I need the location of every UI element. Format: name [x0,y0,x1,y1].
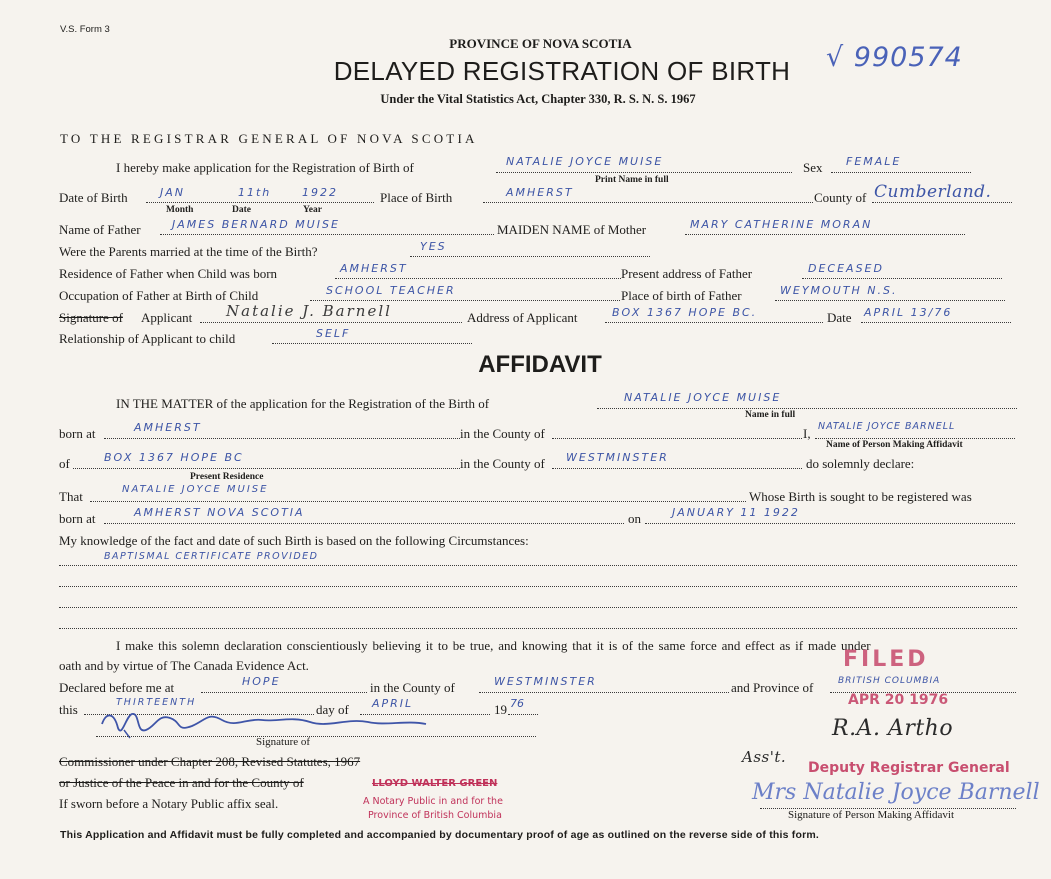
year-field: 76 [510,697,524,710]
solemn-declaration-line1: I make this solemn declaration conscientiously believing it to be true, and knowing that it is of the same force and effect as if made under [116,638,871,653]
application-intro: I hereby make application for the Registration of Birth of [116,160,414,175]
mother-name-field: MARY CATHERINE MORAN [690,218,873,231]
deputy-registrar-stamp: Deputy Registrar General [808,760,1010,776]
declared-at-field: HOPE [242,675,281,688]
month-field: APRIL [372,697,414,710]
father-residence-field: AMHERST [340,262,408,275]
commissioner-signature [96,704,436,740]
county-field: Cumberland. [874,182,992,202]
deponent-field: NATALIE JOYCE BARNELL [818,421,956,432]
child-name-field: NATALIE JOYCE MUISE [506,155,664,168]
father-address-field: DECEASED [808,262,884,275]
notary-stamp-line1: A Notary Public in and for the [363,796,503,807]
asst-mark: Ass't. [742,748,787,766]
application-date-field: APRIL 13/76 [864,306,953,319]
dob-year-field: 1922 [302,186,338,199]
notary-name-stamp: LLOYD WALTER GREEN [372,778,498,789]
deponent-county-field: WESTMINSTER [566,451,669,464]
notary-stamp-line2: Province of British Columbia [368,810,502,821]
birth-registration-form: V.S. Form 3 PROVINCE OF NOVA SCOTIA DELAYED REGISTRATION OF BIRTH Under the Vital Statistics Act, Chapter 330, R. S. N. S. 1967 √ 990574 TO THE REGISTRAR GENERAL OF NOVA SCOTIA I hereby make application for the Registration of Birth of NATALIE JOYCE MUISE Print Name in full Sex FEMALE Date of Birth JAN 11th 1922 Month Date Year Place of Birth AMHERST County of Cumberland. Name of Father JAMES BERNARD MUISE MAIDEN NAME of Mother MARY CATHERINE MORAN Were the Parents married at the time of the Birth? YES Residence of Father when Child was born AMHERST Present address of Father DECEASED Occupation of Father at Birth of Child SCHOOL TEACHER Place of birth of Father WEYMOUTH N.S. Signature of Applicant Natalie J. Barnell Address of Applicant BOX 1367 HOPE BC. Date APRIL 13/76 Relationship of Applicant to child SELF AFFIDAVIT IN THE MATTER of the application for the Registration of the Birth of NATALIE JOYCE MUISE Name in full born at AMHERST in the County of I, NATALIE JOYCE BARNELL Name of Person Making Affidavit of BOX 1367 HOPE BC Present Residence in the County of WESTMINSTER do solemnly declare: That NATALIE JOYCE MUISE Whose Birth is sought to be registered was born at AMHERST NOVA SCOTIA on JANUARY 11 1922 My knowledge of the fact and date of such Birth is based on the following Circumstances: BAPTISMAL CERTIFICATE PROVIDED I make this solemn declaration conscientiously believing it to be true, and knowing that it is of the same force and effect as if made under oath and by virtue of The Canada Evidence Act. FILED Declared before me at HOPE in the County of WESTMINSTER and Province of BRITISH COLUMBIA this THIRTEENTH day of APRIL 19 76 APR 20 1976 Signature of R.A. Artho Ass't. Deputy Registrar General Commissioner under Chapter 208, Revised Statutes, 1967 or Justice of the Peace in and for the County of LLOYD WALTER GREEN If sworn before a Notary Public affix seal. A Notary Public in and for the Province of British Columbia Mrs Natalie Joyce Barnell Signature of Person Making Affidavit This Application and Affidavit must be fully completed and accompanied by documentary proof of age as outlined on the reverse side of this form. [0,0,1051,879]
deponent-signature: Mrs Natalie Joyce Barnell [752,780,1040,805]
born-at-place-field: AMHERST NOVA SCOTIA [134,506,305,519]
circumstances-field: BAPTISMAL CERTIFICATE PROVIDED [104,551,319,562]
filed-date-stamp: APR 20 1976 [848,692,949,708]
form-number: V.S. Form 3 [60,24,110,35]
form-subtitle: Under the Vital Statistics Act, Chapter 330, R. S. N. S. 1967 [380,92,696,106]
commissioner-line: Commissioner under Chapter 208, Revised Statutes, 1967 [59,754,361,769]
registration-number: √ 990574 [826,42,963,73]
affidavit-heading: AFFIDAVIT [478,351,602,378]
day-field: THIRTEENTH [116,697,197,708]
relationship-field: SELF [316,327,351,340]
father-birthplace-field: WEYMOUTH N.S. [780,284,898,297]
deponent-residence-field: BOX 1367 HOPE BC [104,451,244,464]
married-field: YES [420,240,447,253]
dob-date-field: 11th [238,186,272,199]
deputy-signature: R.A. Artho [832,716,954,741]
filed-stamp: FILED [843,647,929,672]
born-on-field: JANUARY 11 1922 [672,506,800,519]
footer-note: This Application and Affidavit must be fully completed and accompanied by documentary proof of age as outlined on the reverse side of this form. [60,829,820,841]
province-heading: PROVINCE OF NOVA SCOTIA [449,36,632,51]
affidavit-name-field: NATALIE JOYCE MUISE [624,391,782,404]
dob-month-field: JAN [160,186,185,199]
sex-field: FEMALE [846,155,902,168]
form-title: DELAYED REGISTRATION OF BIRTH [333,56,791,86]
father-name-field: JAMES BERNARD MUISE [172,218,340,231]
province-field: BRITISH COLUMBIA [838,676,941,686]
that-name-field: NATALIE JOYCE MUISE [122,484,269,495]
affidavit-born-at-field: AMHERST [134,421,202,434]
addressee: TO THE REGISTRAR GENERAL OF NOVA SCOTIA [60,131,478,146]
applicant-address-field: BOX 1367 HOPE BC. [612,306,758,319]
place-of-birth-field: AMHERST [506,186,574,199]
father-occupation-field: SCHOOL TEACHER [326,284,456,297]
declared-county-field: WESTMINSTER [494,675,597,688]
justice-line: or Justice of the Peace in and for the County of [59,775,304,790]
applicant-signature: Natalie J. Barnell [226,302,392,320]
